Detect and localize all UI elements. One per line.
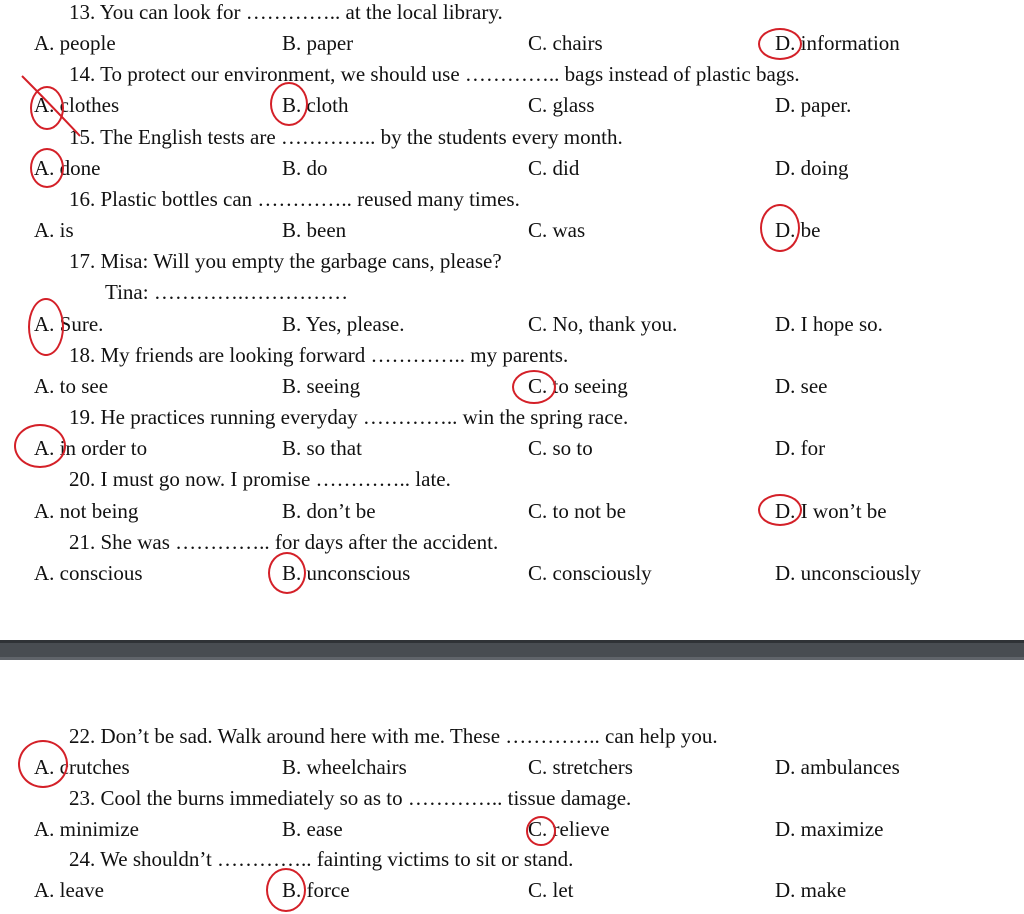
question-23-options	[0, 814, 1024, 844]
question-14-options	[0, 90, 1024, 120]
q16-option-c[interactable]: C. was	[528, 218, 586, 242]
question-17-options	[0, 309, 1024, 339]
question-19-options	[0, 433, 1024, 463]
q14-option-a[interactable]: A. clothes	[34, 93, 120, 117]
q19-option-a[interactable]: A. in order to	[34, 436, 148, 460]
q20-option-d[interactable]: D. I won’t be	[775, 499, 887, 523]
question-21-stem: 21. She was ………….. for days after the accident.	[69, 530, 499, 554]
q15-option-c[interactable]: C. did	[528, 156, 580, 180]
page-divider	[0, 640, 1024, 660]
question-18-stem: 18. My friends are looking forward ………….. my parents.	[69, 343, 569, 367]
question-19-stem: 19. He practices running everyday ………….. win the spring race.	[69, 405, 629, 429]
q15-option-a[interactable]: A. done	[34, 156, 101, 180]
q14-option-d[interactable]: D. paper.	[775, 93, 852, 117]
question-24-options	[0, 875, 1024, 905]
question-17-subline: Tina: ………….……………	[105, 280, 349, 304]
question-21-options	[0, 558, 1024, 588]
question-15-options	[0, 153, 1024, 183]
q15-option-b[interactable]: B. do	[282, 156, 328, 180]
question-22-options	[0, 752, 1024, 782]
worksheet-bottom-section	[0, 660, 1024, 914]
q21-option-a[interactable]: A. conscious	[34, 561, 143, 585]
q20-option-b[interactable]: B. don’t be	[282, 499, 376, 523]
q21-option-d[interactable]: D. unconsciously	[775, 561, 921, 585]
q23-option-c[interactable]: C. relieve	[528, 817, 610, 841]
question-13-options	[0, 28, 1024, 58]
q18-option-d[interactable]: D. see	[775, 374, 828, 398]
q13-option-d[interactable]: D. information	[775, 31, 900, 55]
q17-option-b[interactable]: B. Yes, please.	[282, 312, 405, 336]
q23-option-a[interactable]: A. minimize	[34, 817, 139, 841]
question-13-stem: 13. You can look for ………….. at the local library.	[69, 0, 503, 24]
q21-option-b[interactable]: B. unconscious	[282, 561, 411, 585]
q19-option-b[interactable]: B. so that	[282, 436, 362, 460]
q16-option-d[interactable]: D. be	[775, 218, 821, 242]
q22-option-c[interactable]: C. stretchers	[528, 755, 633, 779]
q15-option-d[interactable]: D. doing	[775, 156, 849, 180]
q22-option-b[interactable]: B. wheelchairs	[282, 755, 407, 779]
q24-option-d[interactable]: D. make	[775, 878, 847, 902]
question-24-stem: 24. We shouldn’t ………….. fainting victims to sit or stand.	[69, 847, 574, 871]
question-17-stem: 17. Misa: Will you empty the garbage cans, please?	[69, 249, 502, 273]
question-23-stem: 23. Cool the burns immediately so as to ………….. tissue damage.	[69, 786, 632, 810]
q19-option-c[interactable]: C. so to	[528, 436, 593, 460]
q18-option-b[interactable]: B. seeing	[282, 374, 361, 398]
q17-option-a[interactable]: A. Sure.	[34, 312, 104, 336]
question-16-stem: 16. Plastic bottles can ………….. reused many times.	[69, 187, 520, 211]
q18-option-c[interactable]: C. to seeing	[528, 374, 628, 398]
q22-option-d[interactable]: D. ambulances	[775, 755, 900, 779]
q24-option-b[interactable]: B. force	[282, 878, 350, 902]
question-20-stem: 20. I must go now. I promise ………….. late.	[69, 467, 451, 491]
q16-option-a[interactable]: A. is	[34, 218, 74, 242]
q20-option-c[interactable]: C. to not be	[528, 499, 626, 523]
q21-option-c[interactable]: C. consciously	[528, 561, 652, 585]
question-22-stem: 22. Don’t be sad. Walk around here with me. These ………….. can help you.	[69, 724, 718, 748]
q17-option-c[interactable]: C. No, thank you.	[528, 312, 678, 336]
q22-option-a[interactable]: A. crutches	[34, 755, 130, 779]
q20-option-a[interactable]: A. not being	[34, 499, 139, 523]
q18-option-a[interactable]: A. to see	[34, 374, 109, 398]
question-18-options	[0, 371, 1024, 401]
question-20-options	[0, 496, 1024, 526]
q14-option-c[interactable]: C. glass	[528, 93, 595, 117]
q13-option-b[interactable]: B. paper	[282, 31, 354, 55]
q24-option-a[interactable]: A. leave	[34, 878, 104, 902]
q13-option-c[interactable]: C. chairs	[528, 31, 603, 55]
q23-option-b[interactable]: B. ease	[282, 817, 343, 841]
q14-option-b[interactable]: B. cloth	[282, 93, 349, 117]
q16-option-b[interactable]: B. been	[282, 218, 347, 242]
q13-option-a[interactable]: A. people	[34, 31, 116, 55]
q19-option-d[interactable]: D. for	[775, 436, 826, 460]
q23-option-d[interactable]: D. maximize	[775, 817, 884, 841]
q24-option-c[interactable]: C. let	[528, 878, 574, 902]
q17-option-d[interactable]: D. I hope so.	[775, 312, 883, 336]
question-14-stem: 14. To protect our environment, we should use ………….. bags instead of plastic bags.	[69, 62, 800, 86]
question-16-options	[0, 215, 1024, 245]
question-15-stem: 15. The English tests are ………….. by the students every month.	[69, 125, 623, 149]
